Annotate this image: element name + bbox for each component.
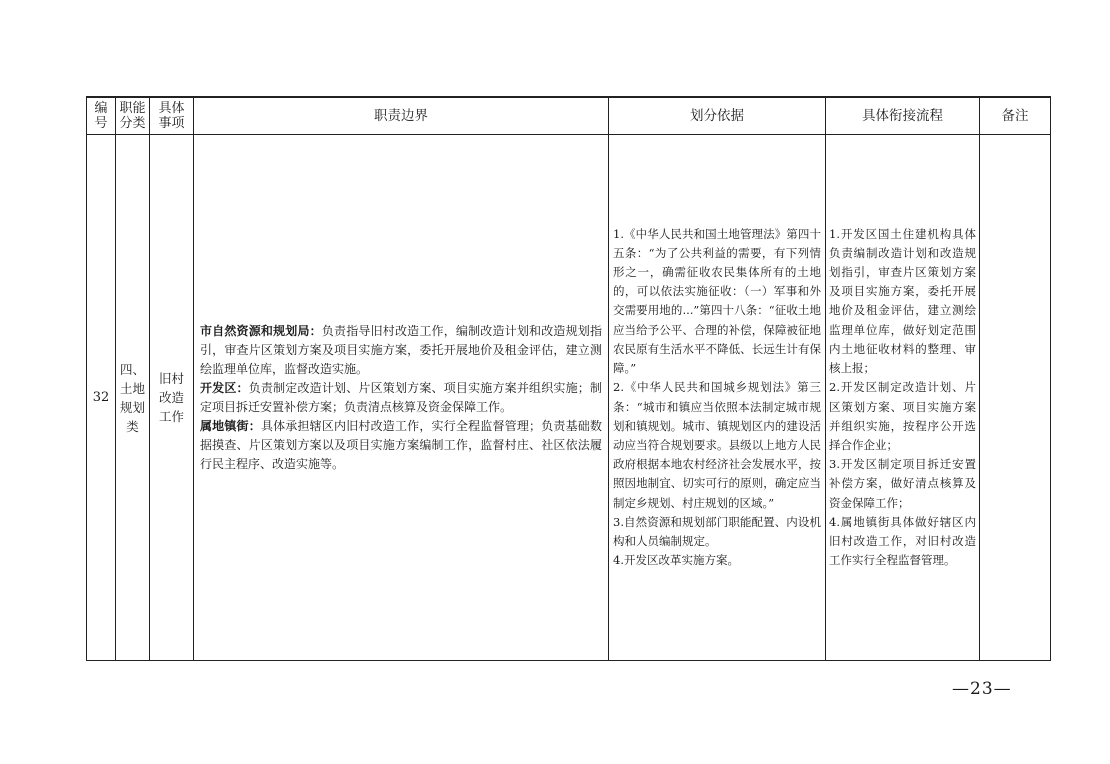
flow-para-2: 2.开发区制定改造计划、片区策划方案、项目实施方案并组织实施，按程序公开选择合作企业； bbox=[829, 380, 976, 452]
header-num: 编 号 bbox=[87, 97, 116, 135]
boundary-para-3: 属地镇街：具体承担辖区内旧村改造工作，实行全程监督管理；负责基础数据摸查、片区策划方案以及项目实施方案编制工作，监督村庄、社区依法履行民主程序、改造实施等。 bbox=[200, 418, 602, 471]
row-basis bbox=[609, 135, 826, 661]
row-remark bbox=[980, 135, 1051, 661]
row-item: 旧村 改造 工作 bbox=[150, 135, 194, 661]
boundary-para-1: 市自然资源和规划局：负责指导旧村改造工作，编制改造计划和改造规划指引，审查片区策划方案及项目实施方案，委托开展地价及租金评估，建立测绘监理单位库，监督改造实施。 bbox=[200, 323, 602, 376]
header-item: 具体 事项 bbox=[150, 97, 194, 135]
flow-para-1: 1.开发区国土住建机构具体负责编制改造计划和改造规划指引，审查片区策划方案及项目实施方案，委托开展地价及租金评估，建立测绘监理单位库，做好划定范围内土地征收材料的整理、审核上报； bbox=[829, 226, 976, 376]
header-flow: 具体衔接流程 bbox=[826, 97, 980, 135]
basis-para-1: 1.《中华人民共和国土地管理法》第四十五条：“为了公共利益的需要，有下列情形之一，确需征收农民集体所有的土地的，可以依法实施征收：（一）军事和外交需要用地的...”第四十八条：“征收土地应当给予公平、合理的补偿，保障被征地农民原有生活水平不降低、长远生计有保障。” bbox=[613, 226, 821, 376]
table-header-row bbox=[87, 97, 1051, 135]
duty-table bbox=[86, 96, 1051, 661]
boundary-para-2: 开发区：负责制定改造计划、片区策划方案、项目实施方案并组织实施；制定项目拆迁安置补偿方案；负责清点核算及资金保障工作。 bbox=[200, 380, 602, 414]
row-boundary bbox=[194, 135, 609, 661]
basis-para-3: 3.自然资源和规划部门职能配置、内设机构和人员编制规定。 bbox=[613, 514, 821, 548]
row-flow bbox=[826, 135, 980, 661]
header-basis: 划分依据 bbox=[609, 97, 826, 135]
header-remark: 备注 bbox=[980, 97, 1051, 135]
flow-para-3: 3.开发区制定项目拆迁安置补偿方案，做好清点核算及资金保障工作； bbox=[829, 457, 976, 510]
table-row bbox=[87, 135, 1051, 661]
page-number: —23— bbox=[952, 679, 1012, 699]
header-category: 职能 分类 bbox=[116, 97, 150, 135]
flow-para-4: 4.属地镇街具体做好辖区内旧村改造工作，对旧村改造工作实行全程监督管理。 bbox=[829, 514, 976, 568]
row-category: 四、 土地 规划 类 bbox=[116, 135, 150, 661]
header-boundary: 职责边界 bbox=[194, 97, 609, 135]
basis-para-4: 4.开发区改革实施方案。 bbox=[613, 553, 739, 568]
row-num: 32 bbox=[87, 135, 116, 661]
basis-para-2: 2.《中华人民共和国城乡规划法》第三条：“城市和镇应当依照本法制定城市规划和镇规划。城市、镇规划区内的建设活动应当符合规划要求。县级以上地方人民政府根据本地农村经济社会发展水平，按照因地制宜、切实可行的原则，确定应当制定乡规划、村庄规划的区域。” bbox=[613, 380, 821, 510]
